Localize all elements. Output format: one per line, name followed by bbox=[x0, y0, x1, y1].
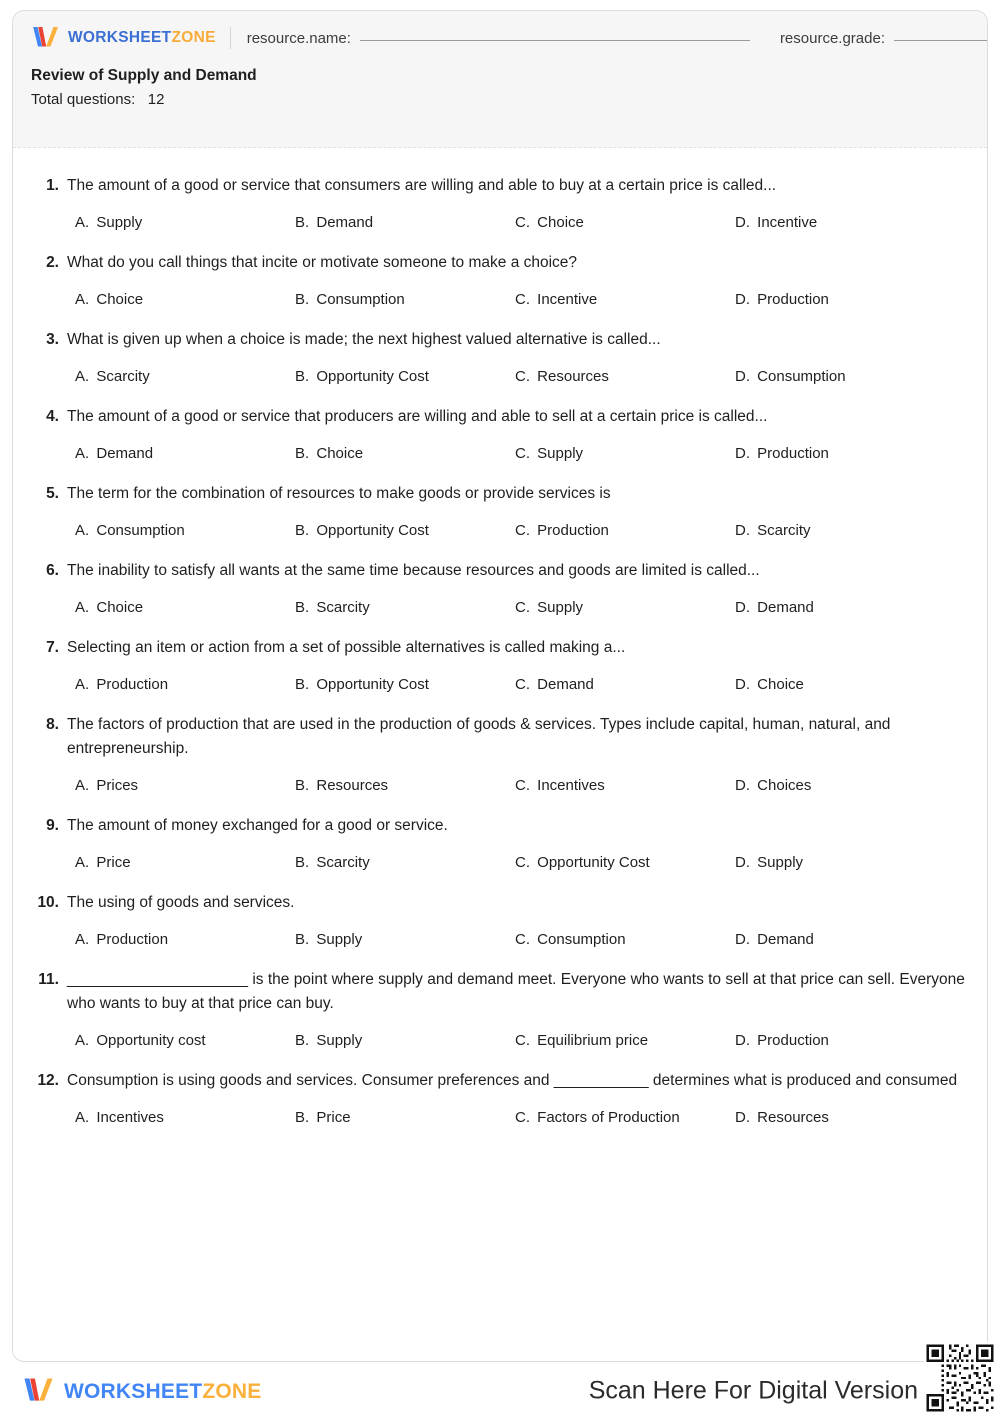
answer-option-text: Choice bbox=[537, 214, 584, 232]
question-item bbox=[33, 1069, 967, 1128]
question-item bbox=[33, 328, 967, 387]
answer-option-text: Supply bbox=[757, 854, 804, 872]
header-divider bbox=[230, 27, 231, 49]
answer-option[interactable] bbox=[515, 289, 735, 310]
answer-option-text: Choice bbox=[316, 445, 364, 463]
answer-options-row bbox=[75, 212, 967, 233]
student-grade-field[interactable] bbox=[780, 30, 988, 47]
answer-option[interactable] bbox=[735, 289, 835, 310]
answer-option-text: Consumption bbox=[316, 291, 405, 309]
answer-option-text: Factors of Production bbox=[537, 1109, 680, 1127]
answer-option[interactable] bbox=[515, 674, 735, 695]
worksheet-title: Review of Supply and Demand bbox=[31, 67, 257, 84]
answer-option-text: Consumption bbox=[537, 931, 626, 949]
question-number: 10. bbox=[37, 894, 59, 912]
brand-word-primary-footer: WORKSHEET bbox=[64, 1379, 203, 1403]
answer-option-text: Resources bbox=[757, 1109, 829, 1127]
answer-option-text: Demand bbox=[757, 599, 814, 617]
answer-option-text: Price bbox=[96, 854, 131, 872]
answer-option[interactable] bbox=[735, 674, 810, 695]
worksheetzone-logo-footer bbox=[22, 1376, 261, 1406]
answer-option-text: Production bbox=[537, 522, 609, 540]
answer-option-text: Demand bbox=[316, 214, 374, 232]
answer-option-letter: A. bbox=[75, 777, 90, 795]
answer-option-letter: C. bbox=[515, 676, 530, 694]
question-text: Consumption is using goods and services. Consumer preferences and ___________ determines what is produced and consumed bbox=[67, 1072, 958, 1090]
answer-options-row bbox=[75, 674, 967, 695]
answer-option[interactable] bbox=[75, 212, 295, 233]
student-grade-label: resource.grade: bbox=[779, 29, 885, 47]
page-footer bbox=[0, 1368, 1000, 1414]
answer-option-letter: A. bbox=[75, 1109, 90, 1127]
worksheet-card bbox=[12, 10, 988, 1362]
answer-option-letter: A. bbox=[75, 854, 90, 872]
header-meta-row bbox=[13, 11, 987, 45]
answer-option-letter: B. bbox=[295, 522, 310, 540]
answer-option-text: Production bbox=[96, 931, 169, 949]
answer-option-letter: D. bbox=[735, 1109, 750, 1127]
question-text: _____________________ is the point where supply and demand meet. Everyone who wants to sell at that price can sell. Everyone who wants to buy at that price can buy. bbox=[67, 971, 965, 1013]
answer-option-letter: C. bbox=[515, 931, 530, 949]
answer-option-letter: C. bbox=[515, 1109, 530, 1127]
answer-option-text: Scarcity bbox=[96, 368, 150, 386]
answer-option-letter: C. bbox=[515, 214, 530, 232]
answer-option[interactable] bbox=[735, 597, 820, 618]
answer-option-text: Choice bbox=[96, 291, 144, 309]
question-prompt-row bbox=[33, 636, 967, 660]
answer-option-letter: D. bbox=[735, 676, 750, 694]
answer-option-letter: B. bbox=[295, 214, 310, 232]
answer-option-letter: C. bbox=[515, 599, 530, 617]
scan-here-label: Scan Here For Digital Version bbox=[588, 1376, 918, 1405]
answer-option[interactable] bbox=[735, 929, 820, 950]
answer-options-row bbox=[75, 443, 967, 464]
question-number: 8. bbox=[46, 716, 59, 734]
question-item bbox=[33, 559, 967, 618]
question-prompt-row bbox=[33, 559, 967, 583]
answer-option[interactable] bbox=[295, 597, 515, 618]
answer-option-letter: B. bbox=[295, 854, 310, 872]
answer-option[interactable] bbox=[75, 775, 295, 796]
answer-option[interactable] bbox=[735, 212, 823, 233]
answer-option[interactable] bbox=[75, 443, 295, 464]
question-text: Selecting an item or action from a set of possible alternatives is called making a... bbox=[67, 639, 626, 657]
answer-option[interactable] bbox=[735, 1107, 835, 1128]
answer-option-letter: D. bbox=[735, 599, 750, 617]
question-number: 5. bbox=[46, 485, 59, 503]
answer-option-text: Production bbox=[757, 291, 829, 309]
question-item bbox=[33, 968, 967, 1051]
answer-option-text: Supply bbox=[537, 445, 584, 463]
worksheetzone-w-mark-icon-footer bbox=[22, 1376, 56, 1406]
question-number: 11. bbox=[38, 971, 59, 989]
answer-option-text: Demand bbox=[537, 676, 594, 694]
question-prompt-row bbox=[33, 405, 967, 429]
answer-option-letter: C. bbox=[515, 1032, 530, 1050]
answer-option[interactable] bbox=[295, 212, 515, 233]
answer-option-letter: A. bbox=[75, 522, 90, 540]
answer-option-letter: C. bbox=[515, 291, 530, 309]
student-name-label: resource.name: bbox=[246, 29, 351, 47]
answer-option-text: Resources bbox=[537, 368, 609, 386]
question-number: 4. bbox=[46, 408, 59, 426]
answer-option-text: Scarcity bbox=[316, 854, 370, 872]
questions-list bbox=[13, 148, 987, 1128]
answer-option[interactable] bbox=[295, 929, 515, 950]
answer-options-row bbox=[75, 775, 967, 796]
answer-option-text: Incentives bbox=[537, 777, 605, 795]
answer-option-letter: A. bbox=[75, 368, 90, 386]
answer-option-letter: A. bbox=[75, 599, 90, 617]
question-prompt-row bbox=[33, 482, 967, 506]
answer-option-letter: B. bbox=[295, 368, 310, 386]
answer-option-text: Incentives bbox=[96, 1109, 164, 1127]
answer-option[interactable] bbox=[295, 443, 515, 464]
answer-option[interactable] bbox=[295, 1107, 515, 1128]
answer-option-letter: D. bbox=[735, 777, 750, 795]
question-prompt-row bbox=[33, 891, 967, 915]
answer-option-text: Opportunity cost bbox=[96, 1032, 206, 1050]
answer-options-row bbox=[75, 929, 967, 950]
answer-options-row bbox=[75, 852, 967, 873]
answer-option-letter: B. bbox=[295, 777, 310, 795]
student-name-blank-line[interactable] bbox=[360, 40, 750, 41]
question-item bbox=[33, 405, 967, 464]
student-name-field[interactable] bbox=[247, 30, 750, 47]
answer-option-text: Opportunity Cost bbox=[316, 522, 429, 540]
answer-option[interactable] bbox=[515, 597, 735, 618]
answer-option[interactable] bbox=[295, 775, 515, 796]
question-text: The factors of production that are used in the production of goods & services. Types include capital, human, natural, and entrepreneurship. bbox=[67, 716, 891, 758]
answer-option[interactable] bbox=[735, 366, 852, 387]
question-prompt-row bbox=[33, 251, 967, 275]
answer-option-letter: D. bbox=[735, 291, 750, 309]
question-text: The using of goods and services. bbox=[67, 894, 295, 912]
answer-options-row bbox=[75, 597, 967, 618]
question-prompt-row bbox=[33, 713, 967, 761]
answer-option-letter: A. bbox=[75, 676, 90, 694]
answer-option[interactable] bbox=[515, 1107, 735, 1128]
answer-option-letter: B. bbox=[295, 599, 310, 617]
question-text: What is given up when a choice is made; the next highest valued alternative is called... bbox=[67, 331, 661, 349]
qr-code[interactable] bbox=[924, 1342, 996, 1414]
question-prompt-row bbox=[33, 968, 967, 1016]
answer-option[interactable] bbox=[295, 1030, 515, 1051]
answer-option-text: Prices bbox=[96, 777, 139, 795]
worksheetzone-wordmark-footer bbox=[64, 1381, 261, 1402]
answer-option-letter: D. bbox=[735, 522, 750, 540]
answer-option-letter: D. bbox=[735, 214, 750, 232]
worksheet-total-questions: Total questions: 12 bbox=[31, 91, 165, 109]
answer-option-letter: D. bbox=[735, 854, 750, 872]
answer-option-text: Demand bbox=[96, 445, 154, 463]
answer-option-text: Incentive bbox=[757, 214, 818, 232]
brand-word-primary: WORKSHEET bbox=[68, 29, 172, 47]
answer-option-text: Consumption bbox=[96, 522, 185, 540]
answer-option-letter: D. bbox=[735, 1032, 750, 1050]
answer-option-text: Production bbox=[757, 445, 829, 463]
answer-option[interactable] bbox=[75, 929, 295, 950]
answer-option-letter: C. bbox=[515, 854, 530, 872]
answer-option[interactable] bbox=[75, 1107, 295, 1128]
answer-option[interactable] bbox=[295, 366, 515, 387]
answer-option-text: Choice bbox=[96, 599, 144, 617]
answer-option-text: Scarcity bbox=[316, 599, 370, 617]
question-text: The amount of a good or service that consumers are willing and able to buy at a certain price is called... bbox=[67, 177, 777, 194]
worksheet-header bbox=[13, 11, 987, 148]
question-text: The inability to satisfy all wants at the same time because resources and goods are limited is called... bbox=[67, 562, 760, 580]
answer-option-text: Supply bbox=[537, 599, 584, 617]
answer-option-text: Production bbox=[96, 676, 169, 694]
answer-option-letter: B. bbox=[295, 1032, 310, 1050]
answer-option[interactable] bbox=[515, 443, 735, 464]
answer-option[interactable] bbox=[75, 289, 295, 310]
answer-option[interactable] bbox=[735, 520, 817, 541]
answer-option[interactable] bbox=[735, 852, 809, 873]
answer-option[interactable] bbox=[75, 597, 295, 618]
answer-option-letter: C. bbox=[515, 777, 530, 795]
answer-option-text: Opportunity Cost bbox=[537, 854, 650, 872]
answer-option-letter: B. bbox=[295, 1109, 310, 1127]
answer-option[interactable] bbox=[295, 289, 515, 310]
answer-option[interactable] bbox=[515, 1030, 735, 1051]
answer-option-text: Scarcity bbox=[757, 522, 811, 540]
worksheetzone-w-mark-icon bbox=[31, 25, 61, 51]
answer-option-text: Supply bbox=[96, 214, 143, 232]
answer-option-text: Opportunity Cost bbox=[316, 676, 429, 694]
answer-option-letter: A. bbox=[75, 291, 90, 309]
answer-option[interactable] bbox=[515, 212, 735, 233]
answer-options-row bbox=[75, 1107, 967, 1128]
question-number: 6. bbox=[46, 562, 59, 580]
answer-option-letter: B. bbox=[295, 445, 310, 463]
question-item bbox=[33, 891, 967, 950]
answer-option[interactable] bbox=[735, 775, 817, 796]
answer-option-text: Equilibrium price bbox=[537, 1032, 649, 1050]
question-prompt-row bbox=[33, 1069, 967, 1093]
question-prompt-row bbox=[33, 814, 967, 838]
question-text: The term for the combination of resources to make goods or provide services is bbox=[67, 485, 611, 503]
question-item bbox=[33, 636, 967, 695]
answer-option-letter: A. bbox=[75, 445, 90, 463]
question-number: 7. bbox=[46, 639, 59, 657]
answer-option[interactable] bbox=[515, 775, 735, 796]
answer-option-text: Opportunity Cost bbox=[316, 368, 429, 386]
answer-option[interactable] bbox=[515, 366, 735, 387]
answer-option-text: Choice bbox=[757, 676, 804, 694]
answer-option[interactable] bbox=[75, 520, 295, 541]
answer-options-row bbox=[75, 520, 967, 541]
answer-option-letter: D. bbox=[735, 368, 750, 386]
question-item bbox=[33, 251, 967, 310]
answer-option-letter: A. bbox=[75, 1032, 90, 1050]
student-grade-blank-line[interactable] bbox=[894, 40, 988, 41]
worksheetzone-logo-header bbox=[31, 25, 216, 51]
question-number: 3. bbox=[46, 331, 59, 349]
question-prompt-row bbox=[33, 328, 967, 352]
question-number: 12. bbox=[37, 1072, 59, 1090]
answer-option-letter: B. bbox=[295, 676, 310, 694]
answer-option-letter: B. bbox=[295, 291, 310, 309]
question-number: 1. bbox=[46, 177, 59, 194]
question-item bbox=[33, 814, 967, 873]
answer-option-letter: C. bbox=[515, 522, 530, 540]
answer-option[interactable] bbox=[295, 520, 515, 541]
question-item bbox=[33, 174, 967, 233]
answer-option[interactable] bbox=[75, 674, 295, 695]
answer-option-text: Incentive bbox=[537, 291, 598, 309]
answer-option-text: Choices bbox=[757, 777, 812, 795]
question-text: What do you call things that incite or motivate someone to make a choice? bbox=[67, 254, 578, 272]
answer-option-text: Production bbox=[757, 1032, 829, 1050]
answer-option-letter: C. bbox=[515, 445, 530, 463]
answer-options-row bbox=[75, 1030, 967, 1051]
answer-option[interactable] bbox=[735, 443, 835, 464]
answer-option-letter: A. bbox=[75, 931, 90, 949]
answer-options-row bbox=[75, 366, 967, 387]
brand-word-secondary-footer: ZONE bbox=[202, 1379, 262, 1403]
answer-option-letter: A. bbox=[75, 214, 90, 232]
answer-option-letter: D. bbox=[735, 445, 750, 463]
answer-option[interactable] bbox=[295, 674, 515, 695]
answer-option[interactable] bbox=[515, 852, 735, 873]
answer-option-text: Supply bbox=[316, 931, 363, 949]
answer-option-text: Resources bbox=[316, 777, 389, 795]
question-number: 2. bbox=[46, 254, 59, 272]
answer-option-text: Consumption bbox=[757, 368, 846, 386]
answer-option-text: Price bbox=[316, 1109, 351, 1127]
answer-option[interactable] bbox=[515, 520, 735, 541]
answer-option[interactable] bbox=[295, 852, 515, 873]
worksheetzone-wordmark-header bbox=[68, 30, 216, 46]
answer-option[interactable] bbox=[75, 852, 295, 873]
brand-word-secondary: ZONE bbox=[171, 29, 216, 47]
worksheet-title-block bbox=[13, 45, 987, 112]
answer-options-row bbox=[75, 289, 967, 310]
answer-option-letter: B. bbox=[295, 931, 310, 949]
answer-option-text: Demand bbox=[757, 931, 814, 949]
answer-option-letter: D. bbox=[735, 931, 750, 949]
question-text: The amount of money exchanged for a good or service. bbox=[67, 817, 448, 835]
answer-option[interactable] bbox=[515, 929, 735, 950]
answer-option-letter: C. bbox=[515, 368, 530, 386]
answer-option-text: Supply bbox=[316, 1032, 363, 1050]
question-item bbox=[33, 713, 967, 796]
answer-option[interactable] bbox=[75, 366, 295, 387]
question-item bbox=[33, 482, 967, 541]
question-number: 9. bbox=[46, 817, 59, 835]
answer-option[interactable] bbox=[75, 1030, 295, 1051]
question-text: The amount of a good or service that producers are willing and able to sell at a certain price is called... bbox=[67, 408, 768, 426]
question-prompt-row bbox=[33, 174, 967, 198]
answer-option[interactable] bbox=[735, 1030, 835, 1051]
